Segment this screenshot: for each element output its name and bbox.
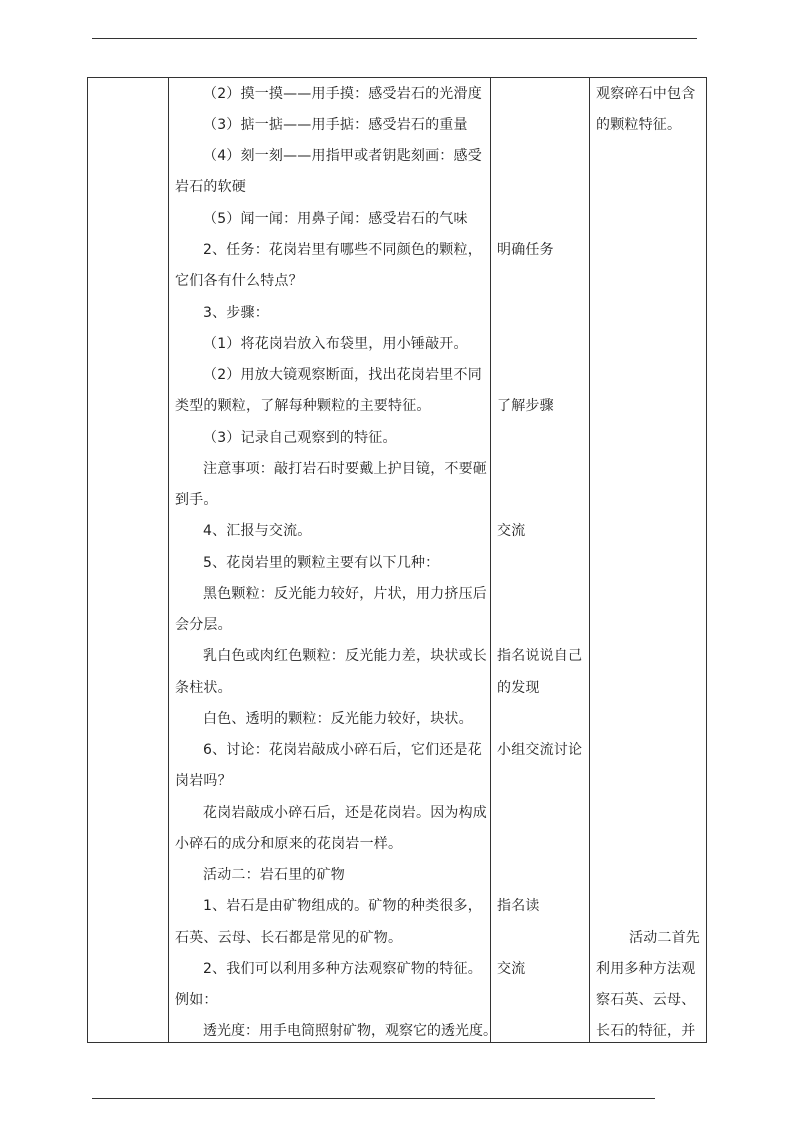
text-line: 3、步骤：	[203, 305, 269, 321]
text-line: （1）将花岗岩放入布袋里，用小锤敲开。	[203, 336, 468, 352]
text-line: （3）记录自己观察到的特征。	[203, 430, 397, 446]
text-line: 交流	[497, 961, 526, 977]
text-line: 活动二首先	[629, 930, 700, 946]
text-line: 它们各有什么特点？	[175, 273, 303, 289]
header-rule	[92, 38, 697, 39]
text-line: 5、花岗岩里的颗粒主要有以下几种：	[203, 555, 440, 571]
text-line: 黑色颗粒：反光能力较好，片状，用力挤压后	[203, 586, 487, 602]
text-line: 指名说说自己	[497, 648, 583, 664]
text-line: 条柱状。	[175, 680, 232, 696]
text-line: 小组交流讨论	[497, 742, 583, 758]
text-line: 指名读	[497, 898, 540, 914]
text-line: 透光度：用手电筒照射矿物，观察它的透光度。	[203, 1023, 497, 1039]
column-divider	[490, 78, 491, 1042]
text-line: （3）掂一掂——用手掂：感受岩石的重量	[203, 117, 468, 133]
text-line: 例如：	[175, 992, 218, 1008]
text-line: 岩石的软硬	[175, 179, 246, 195]
text-line: 了解步骤	[497, 398, 554, 414]
lesson-table	[87, 77, 707, 1043]
text-line: 白色、透明的颗粒：反光能力较好，块状。	[203, 711, 473, 727]
text-line: 利用多种方法观	[596, 961, 696, 977]
text-line: 花岗岩敲成小碎石后，还是花岗岩。因为构成	[203, 805, 487, 821]
text-line: 岗岩吗？	[175, 773, 232, 789]
text-line: 活动二：岩石里的矿物	[203, 867, 345, 883]
text-line: 会分层。	[175, 617, 232, 633]
text-line: 长石的特征，并	[596, 1023, 696, 1039]
text-line: 类型的颗粒，了解每种颗粒的主要特征。	[175, 398, 431, 414]
text-line: 1、岩石是由矿物组成的。矿物的种类很多，	[203, 898, 482, 914]
text-line: 石英、云母、长石都是常见的矿物。	[175, 930, 403, 946]
text-line: 2、我们可以利用多种方法观察矿物的特征。	[203, 961, 482, 977]
footer-rule	[92, 1098, 655, 1099]
text-line: 察石英、云母、	[596, 992, 696, 1008]
text-line: 4、汇报与交流。	[203, 523, 312, 539]
text-line: 观察碎石中包含	[596, 86, 696, 102]
text-line: 乳白色或肉红色颗粒：反光能力差，块状或长	[203, 648, 487, 664]
text-line: 的颗粒特征。	[596, 117, 682, 133]
text-line: 2、任务：花岗岩里有哪些不同颜色的颗粒，	[203, 242, 482, 258]
text-line: （4）刻一刻——用指甲或者钥匙刻画：感受	[203, 148, 482, 164]
text-line: （5）闻一闻：用鼻子闻：感受岩石的气味	[203, 211, 468, 227]
column-divider	[589, 78, 590, 1042]
column-divider	[168, 78, 169, 1042]
text-line: 6、讨论：花岗岩敲成小碎石后，它们还是花	[203, 742, 482, 758]
text-line: （2）用放大镜观察断面，找出花岗岩里不同	[203, 367, 482, 383]
text-line: 小碎石的成分和原来的花岗岩一样。	[175, 836, 403, 852]
text-line: 的发现	[497, 680, 540, 696]
text-line: 交流	[497, 523, 526, 539]
text-line: 到手。	[175, 492, 218, 508]
text-line: 注意事项：敲打岩石时要戴上护目镜，不要砸	[203, 461, 487, 477]
text-line: （2）摸一摸——用手摸：感受岩石的光滑度	[203, 86, 482, 102]
text-line: 明确任务	[497, 242, 554, 258]
